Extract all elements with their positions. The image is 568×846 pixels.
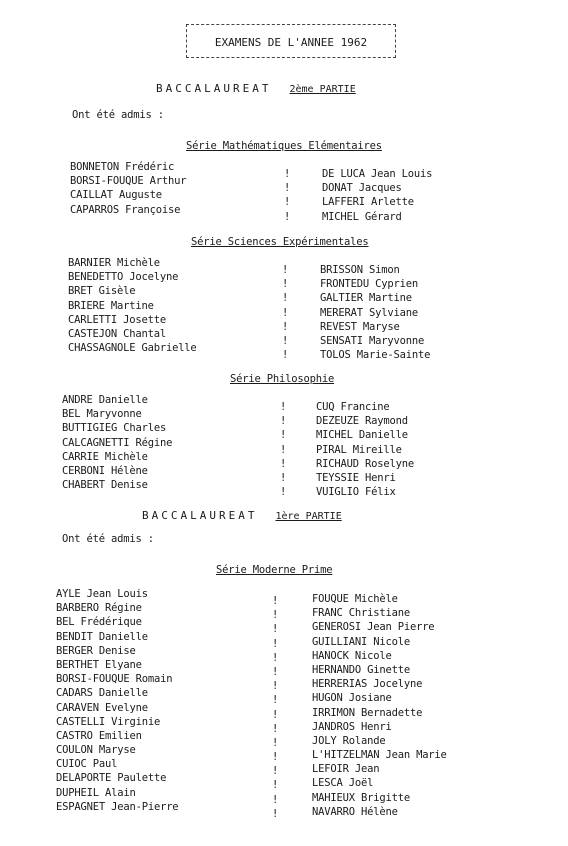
list-item: DEZEUZE Raymond — [316, 415, 408, 428]
list-item: PIRAL Mireille — [316, 443, 402, 456]
header-title: EXAMENS DE L'ANNEE 1962 — [214, 36, 368, 49]
list-item: MICHEL Danielle — [316, 429, 408, 442]
list-item: SENSATI Maryvonne — [320, 334, 425, 347]
list-item: CASTRO Emilien — [56, 729, 142, 742]
list-item: BORSI-FOUQUE Arthur — [70, 175, 187, 188]
bac2-heading — [156, 82, 356, 95]
separator: ! — [282, 320, 289, 333]
separator: ! — [272, 722, 279, 735]
list-item: FOUQUE Michèle — [312, 593, 398, 605]
list-item: DUPHEIL Alain — [56, 786, 136, 799]
list-item: GENEROSI Jean Pierre — [312, 621, 435, 634]
list-item: CAILLAT Auguste — [70, 189, 162, 202]
list-item: LAFFERI Arlette — [322, 196, 414, 209]
separator: ! — [272, 708, 279, 721]
list-item: CAPARROS Françoise — [70, 203, 181, 216]
bac1-admitted: Ont été admis : — [62, 533, 154, 545]
list-item: FRANC Christiane — [312, 607, 410, 620]
list-item: CARAVEN Evelyne — [56, 701, 148, 714]
list-item: BRIERE Martine — [68, 299, 154, 312]
list-item: GALTIER Martine — [320, 292, 412, 305]
separator: ! — [280, 429, 287, 442]
series-sciences-right — [320, 263, 430, 362]
list-item: BENEDETTO Jocelyne — [68, 271, 179, 284]
list-item: CASTELLI Virginie — [56, 715, 161, 728]
list-item: CALCAGNETTI Régine — [62, 436, 173, 449]
list-item: NAVARRO Hélène — [312, 805, 398, 818]
list-item: VUIGLIO Félix — [316, 486, 396, 499]
list-item: CADARS Danielle — [56, 687, 148, 700]
separator: ! — [280, 457, 287, 470]
list-item: HANOCK Nicole — [312, 649, 392, 662]
series-moderne-left — [56, 587, 178, 814]
list-item: IRRIMON Bernadette — [312, 706, 423, 719]
list-item: COULON Maryse — [56, 744, 136, 757]
list-item: DE LUCA Jean Louis — [322, 168, 433, 180]
separator: ! — [280, 401, 287, 413]
list-item: BORSI-FOUQUE Romain — [56, 673, 173, 686]
separator: ! — [284, 182, 291, 195]
list-item: JOLY Rolande — [312, 734, 386, 747]
list-item: ESPAGNET Jean-Pierre — [56, 800, 179, 813]
series-philo-left — [62, 393, 172, 492]
bac1-part: 1ère PARTIE — [275, 511, 342, 522]
separator: ! — [282, 334, 289, 347]
series-philo-title: Série Philosophie — [230, 373, 335, 385]
series-philo-right — [316, 400, 414, 499]
list-item: DELAPORTE Paulette — [56, 772, 167, 785]
list-item: BEL Frédérique — [56, 616, 142, 629]
series-sciences-separators — [282, 263, 288, 362]
list-item: ANDRE Danielle — [62, 394, 148, 406]
header-box — [186, 24, 396, 58]
separator: ! — [272, 595, 279, 607]
list-item: LESCA Joël — [312, 777, 374, 790]
list-item: BRISSON Simon — [320, 264, 400, 276]
separator: ! — [282, 306, 289, 319]
list-item: L'HITZELMAN Jean Marie — [312, 749, 447, 762]
series-moderne-right — [312, 592, 447, 819]
separator: ! — [282, 292, 289, 305]
list-item: REVEST Maryse — [320, 320, 400, 333]
list-item: LEFOIR Jean — [312, 763, 380, 776]
list-item: BENDIT Danielle — [56, 630, 148, 643]
bac2-admitted: Ont été admis : — [72, 109, 164, 121]
bac1-title: BACCALAUREAT — [142, 509, 258, 522]
list-item: BARNIER Michèle — [68, 257, 160, 269]
list-item: MERERAT Sylviane — [320, 306, 418, 319]
separator: ! — [272, 807, 279, 820]
series-math-separators — [284, 167, 290, 224]
list-item: MAHIEUX Brigitte — [312, 791, 410, 804]
list-item: BARBERO Régine — [56, 602, 142, 615]
separator: ! — [272, 779, 279, 792]
list-item: BERGER Denise — [56, 644, 136, 657]
list-item: CHASSAGNOLE Gabrielle — [68, 342, 197, 355]
list-item: BEL Maryvonne — [62, 408, 142, 421]
list-item: BRET Gisèle — [68, 285, 136, 298]
list-item: HERRERIAS Jocelyne — [312, 678, 423, 691]
separator: ! — [284, 210, 291, 223]
separator: ! — [280, 443, 287, 456]
separator: ! — [284, 196, 291, 209]
bac2-title: BACCALAUREAT — [156, 82, 272, 95]
list-item: FRONTEDU Cyprien — [320, 278, 418, 291]
separator: ! — [272, 680, 279, 693]
separator: ! — [282, 278, 289, 291]
separator: ! — [272, 793, 279, 806]
list-item: RICHAUD Roselyne — [316, 457, 414, 470]
series-moderne-title: Série Moderne Prime — [216, 564, 333, 576]
list-item: TOLOS Marie-Sainte — [320, 349, 431, 362]
list-item: CHABERT Denise — [62, 479, 148, 492]
separator: ! — [272, 751, 279, 764]
list-item: BONNETON Frédéric — [70, 161, 175, 173]
list-item: HERNANDO Ginette — [312, 663, 410, 676]
separator: ! — [280, 486, 287, 499]
list-item: GUILLIANI Nicole — [312, 635, 410, 648]
separator: ! — [272, 609, 279, 622]
list-item: HUGON Josiane — [312, 692, 392, 705]
separator: ! — [272, 637, 279, 650]
separator: ! — [272, 623, 279, 636]
list-item: CASTEJON Chantal — [68, 327, 166, 340]
list-item: CERBONI Hélène — [62, 464, 148, 477]
list-item: DONAT Jacques — [322, 182, 402, 195]
list-item: CUQ Francine — [316, 401, 390, 413]
separator: ! — [280, 471, 287, 484]
separator: ! — [282, 264, 289, 276]
separator: ! — [272, 651, 279, 664]
separator: ! — [272, 736, 279, 749]
bac1-heading — [142, 509, 342, 522]
series-math-title: Série Mathématiques Elémentaires — [186, 140, 382, 152]
separator: ! — [282, 349, 289, 362]
list-item: CUIOC Paul — [56, 758, 118, 771]
list-item: JANDROS Henri — [312, 720, 392, 733]
list-item: BUTTIGIEG Charles — [62, 422, 167, 435]
list-item: AYLE Jean Louis — [56, 588, 148, 600]
series-sciences-left — [68, 256, 197, 355]
series-philo-separators — [280, 400, 286, 499]
separator: ! — [272, 765, 279, 778]
list-item: CARLETTI Josette — [68, 313, 166, 326]
list-item: TEYSSIE Henri — [316, 471, 396, 484]
list-item: MICHEL Gérard — [322, 210, 402, 223]
separator: ! — [272, 694, 279, 707]
separator: ! — [272, 665, 279, 678]
separator: ! — [284, 168, 291, 180]
list-item: BERTHET Elyane — [56, 658, 142, 671]
separator: ! — [280, 415, 287, 428]
series-math-right — [322, 167, 432, 224]
series-math-left — [70, 160, 186, 217]
bac2-part: 2ème PARTIE — [289, 84, 356, 95]
series-sciences-title: Série Sciences Expérimentales — [191, 236, 369, 248]
series-moderne-separators — [272, 594, 278, 821]
list-item: CARRIE Michèle — [62, 450, 148, 463]
